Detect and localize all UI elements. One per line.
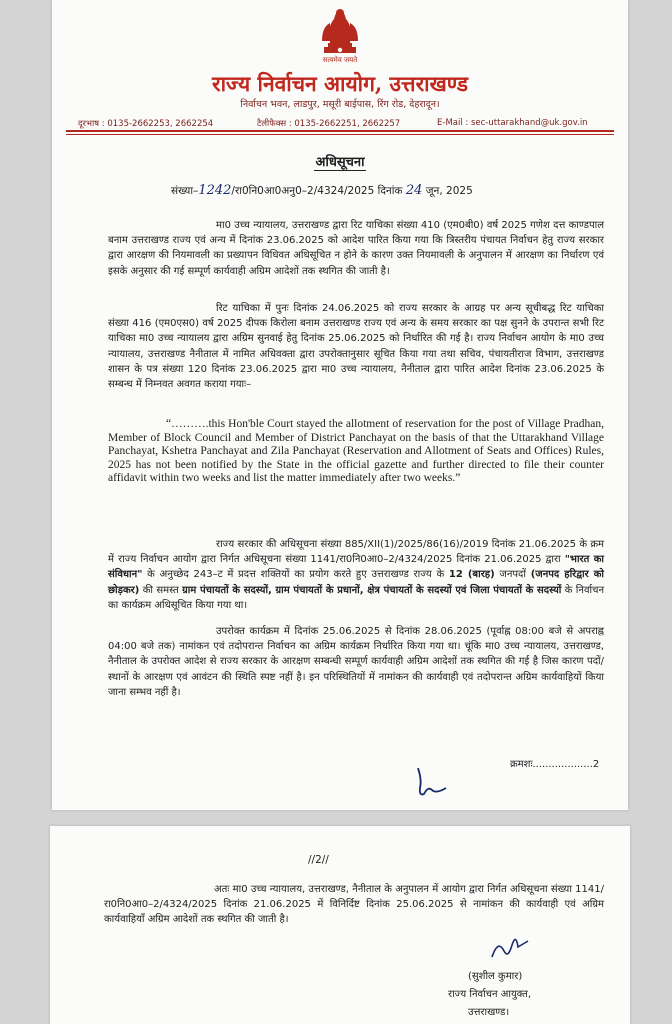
paragraph-4: उपरोक्त कार्यक्रम में दिनांक 25.06.2025 से दिनांक 28.06.2025 (पूर्वाह्न 08:00 बजे से अपराह्न 04:00 बजे तक) नामांकन एवं तदोपरान्त निर्वाचन का अग्रिम कार्यक्रम निर्धारित किया गया था। चूंकि मा0 उच्च न्यायालय, उत्तराखण्ड, नैनीताल के उपरोक्त आदेश से राज्य सरकार के आरक्षण सम्बन्धी सम्पूर्ण कार्यवाही अग्रिम आदेशों तक स्थगित की गई है जिस कारण पदों/स्थानों के आरक्षण एवं आवंटन की स्थिति स्पष्ट नहीं है। इन परिस्थितियों में नामांकन की कार्यवाही एवं तदोपरान्त अग्रिम कार्यवाहियों किया जाना सम्भव नहीं है। [108,626,604,698]
document-page-2 [50,826,630,1024]
notice-heading: अधिसूचना [315,155,365,170]
paragraph-3: राज्य सरकार की अधिसूचना संख्या 885/XII(1)/2025/86(16)/2019 दिनांक 21.06.2025 के क्रम में राज्य निर्वाचन आयोग द्वारा निर्गत अधिसूचना संख्या 1141/रा0नि0आ0–2/4324/2025 दिनांक 21.06.2025 द्वारा "भारत का संविधान" के अनुच्छेद 243–ट में प्रदत्त शक्तियों का प्रयोग करते हुए उत्तराखण्ड राज्य के 12 (बारह) जनपदों (जनपद हरिद्वार को छोड़कर) की समस्त ग्राम पंचायतों के सदस्यों, ग्राम पंचायतों के प्रधानों, क्षेत्र पंचायतों के सदस्यों एवं जिला पंचायतों के सदस्यों के निर्वाचन का कार्यक्रम अधिसूचित किया गया था। [108,539,605,611]
handwritten-ref-day: 24 [405,183,423,198]
signatory-name: (सुशील कुमार) [468,971,523,982]
ref-rest: /रा0नि0आ0अनु0–2/4324/2025 दिनांक [231,185,403,197]
paragraph-1: मा0 उच्च न्यायालय, उत्तराखण्ड द्वारा रिट याचिका संख्या 410 (एम0बी0) वर्ष 2025 गणेश दत्त काण्डपाल बनाम उत्तराखण्ड राज्य एवं अन्य में दिनांक 23.06.2025 को आदेश पारित किया गया कि त्रिस्तरीय पंचायत निर्वाचन हेतु राज्य सरकार द्वारा आरक्षण की नियमावली का प्रख्यापन विधिवत अधिसूचित न होने के कारण उक्त नियमावली के अनुपालन में आरक्षण का निर्धारण एवं इसके अनुसार की गई सम्पूर्ण कार्यवाही अग्रिम आदेशों तक स्थगित की जाती है। [108,220,605,277]
letterhead-divider [66,130,614,132]
signatory-designation: राज्य निर्वाचन आयुक्त, [448,989,532,1000]
handwritten-ref-number: 1242 [198,183,232,198]
paragraph-5: अतः मा0 उच्च न्यायालय, उत्तराखण्ड, नैनीताल के अनुपालन में आयोग द्वारा निर्गत अधिसूचना संख्या 1141/रा0नि0आ0–2/4324/2025 दिनांक 21.06.2025 में विनिर्दिष्ट दिनांक 25.06.2025 से नामांकन की कार्यवाही एवं अग्रिम कार्यवाहियाँ अग्रिम आदेशों तक स्थगित की जाती है। [104,884,604,925]
ashoka-emblem-icon [314,3,366,57]
telefax-number: टैलीफैक्स : 0135-2662251, 2662257 [257,119,401,129]
ref-prefix: संख्या– [171,185,199,197]
reference-line [171,183,473,198]
organization-address: निर्वाचन भवन, लाडपुर, मसूरी बाईपास, रिंग रोड, देहरादून। [240,99,440,110]
initials-signature [412,766,452,800]
paragraph-2: रिट याचिका में पुनः दिनांक 24.06.2025 को राज्य सरकार के आग्रह पर अन्य सूचीबद्ध रिट याचिका संख्या 416 (एम0एस0) वर्ष 2025 दीपक किरोला बनाम उत्तराखण्ड राज्य एवं अन्य के समय सरकार का पक्ष सुनने के उपरान्त सभी रिट याचिका मा0 उच्च न्यायालय द्वारा अग्रिम सुनवाई हेतु दिनांक 25.06.2025 को निर्धारित की गई है। राज्य निर्वाचन आयोग के मा0 उच्च न्यायालय, उत्तराखण्ड नैनीताल में नामित अधिवक्ता द्वारा उपरोक्तानुसार सूचित किया गया तथा सचिव, पंचायतीराज विभाग, उत्तराखण्ड शासन के पत्र संख्या 120 दिनांक 23.06.2025 द्वारा मा0 उच्च न्यायालय, नैनीताल द्वारा पारित आदेश दिनांक 23.06.2025 के सम्बन्ध में निम्नवत अवगत कराया गयाः– [108,303,604,391]
phone-number: दूरभाष : 0135-2662253, 2662254 [78,119,214,129]
email-address: E-Mail : sec-uttarakhand@uk.gov.in [437,118,588,128]
organization-title: राज्य निर्वाचन आयोग, उत्तराखण्ड [211,71,468,96]
continued-marker: क्रमशः...................2 [510,759,600,770]
document-page-1 [52,0,628,810]
court-order-quote: “……….this Hon'ble Court stayed the allotment of reservation for the post of Village Pradhan, Member of Block Council and Member of District Panchayat on the basis of that the Uttarakhand Village Panchayat, Kshetra Panchayat and Zila Panchayat (Reservation and Allotment of Seats and Offices) Rules, 2025 has not been notified by the State in the official gazette and further directed to file their counter affidavit within two weeks and list the matter immediately after two weeks.” [108,418,604,485]
officer-signature [488,929,532,963]
national-motto: सत्यमेव जयते [322,56,358,64]
ref-month-year: जून, 2025 [425,185,473,197]
letterhead-divider-thin [66,134,614,135]
signatory-place: उत्तराखण्ड। [468,1007,510,1018]
page-number: //2// [308,854,329,866]
